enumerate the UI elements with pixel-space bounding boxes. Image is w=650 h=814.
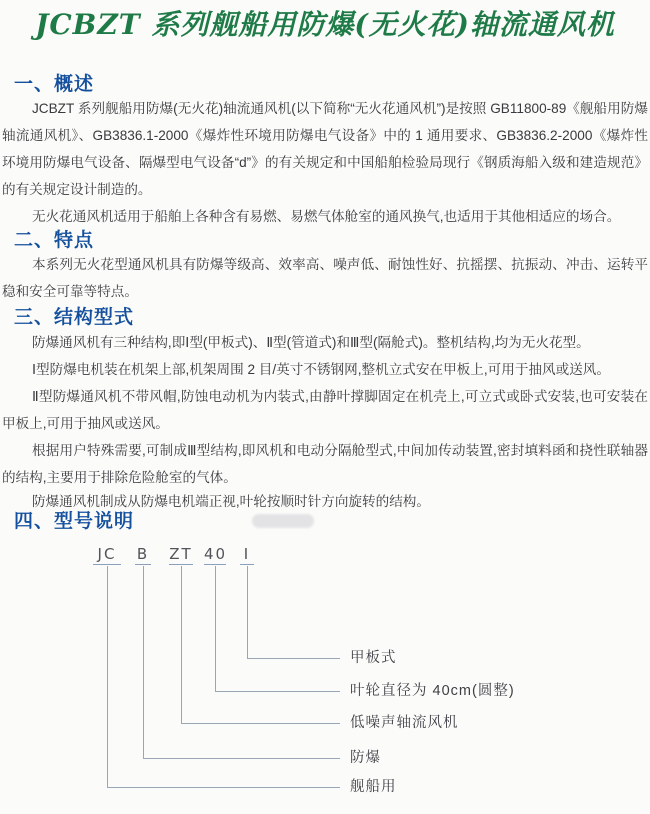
structure-paragraph-1: 防爆通风机有三种结构,即Ⅰ型(甲板式)、Ⅱ型(管道式)和Ⅲ型(隔舱式)。整机结构,均为无火花型。: [32, 335, 590, 350]
section-heading-structure: 三、结构型式: [14, 307, 135, 328]
diagram-label-3: 低噪声轴流风机: [350, 715, 459, 731]
diagram-label-4: 叶轮直径为 40cm(圆整): [350, 683, 515, 699]
diagram-label-5: 甲板式: [350, 650, 397, 666]
model-code-5: Ⅰ: [240, 544, 254, 565]
diagram-label-1: 舰船用: [350, 779, 397, 795]
diagram-horizontal-line: [247, 658, 340, 659]
structure-paragraph-2: Ⅰ型防爆电机装在机架上部,机架周围 2 目/英寸不锈钢网,整机立式安在甲板上,可用于抽风或送风。: [32, 362, 610, 377]
scan-smudge: [252, 514, 314, 528]
model-number-diagram: [0, 538, 650, 814]
diagram-horizontal-line: [215, 691, 340, 692]
diagram-label-2: 防爆: [350, 750, 381, 766]
section-heading-overview: 一、概述: [14, 74, 95, 95]
diagram-vertical-line: [247, 566, 248, 658]
diagram-horizontal-line: [143, 758, 340, 759]
model-code-4: 40: [204, 545, 228, 563]
section-heading-model: 四、型号说明: [14, 511, 135, 532]
structure-paragraph-5: 防爆通风机制成从防爆电机端正视,叶轮按顺时针方向旋转的结构。: [32, 494, 430, 509]
section-heading-features: 二、特点: [14, 230, 95, 251]
diagram-vertical-line: [143, 566, 144, 758]
features-paragraph-1: 本系列无火花型通风机具有防爆等级高、效率高、噪声低、耐蚀性好、抗摇摆、抗振动、冲击、运转平稳和安全可靠等特点。: [2, 257, 648, 299]
diagram-horizontal-line: [107, 787, 340, 788]
diagram-horizontal-line: [181, 723, 340, 724]
model-code-3: ZT: [169, 545, 193, 563]
structure-paragraph-4: 根据用户特殊需要,可制成Ⅲ型结构,即风机和电动分隔舱型式,中间加传动装置,密封填料函和挠性联轴器的结构,主要用于排除危险舱室的气体。: [2, 443, 648, 485]
diagram-vertical-line: [181, 566, 182, 723]
diagram-vertical-line: [107, 566, 108, 787]
model-code-2: B: [136, 545, 150, 563]
diagram-vertical-line: [215, 566, 216, 691]
document-title: JCBZT 系列舰船用防爆(无火花)轴流通风机: [35, 8, 615, 41]
overview-paragraph-2: 无火花通风机适用于船舶上各种含有易燃、易燃气体舱室的通风换气,也适用于其他相适应的场合。: [32, 209, 621, 224]
structure-paragraph-3: Ⅱ型防爆通风机不带风帽,防蚀电动机为内装式,由静叶撑脚固定在机壳上,可立式或卧式安装,也可安装在甲板上,可用于抽风或送风。: [2, 389, 648, 431]
model-code-1: JC: [93, 544, 121, 565]
overview-paragraph-1: JCBZT 系列舰船用防爆(无火花)轴流通风机(以下简称“无火花通风机”)是按照 GB11800-89《舰船用防爆轴流通风机》、GB3836.1-2000《爆炸性环境用防爆电气设备》中的 1 通用要求、GB3836.2-2000《爆炸性环境用防爆电气设备、隔爆型电气设备“d”》的有关规定和中国船舶检验局现行《钢质海船入级和建造规范》的有关规定设计制造的。: [2, 101, 648, 197]
